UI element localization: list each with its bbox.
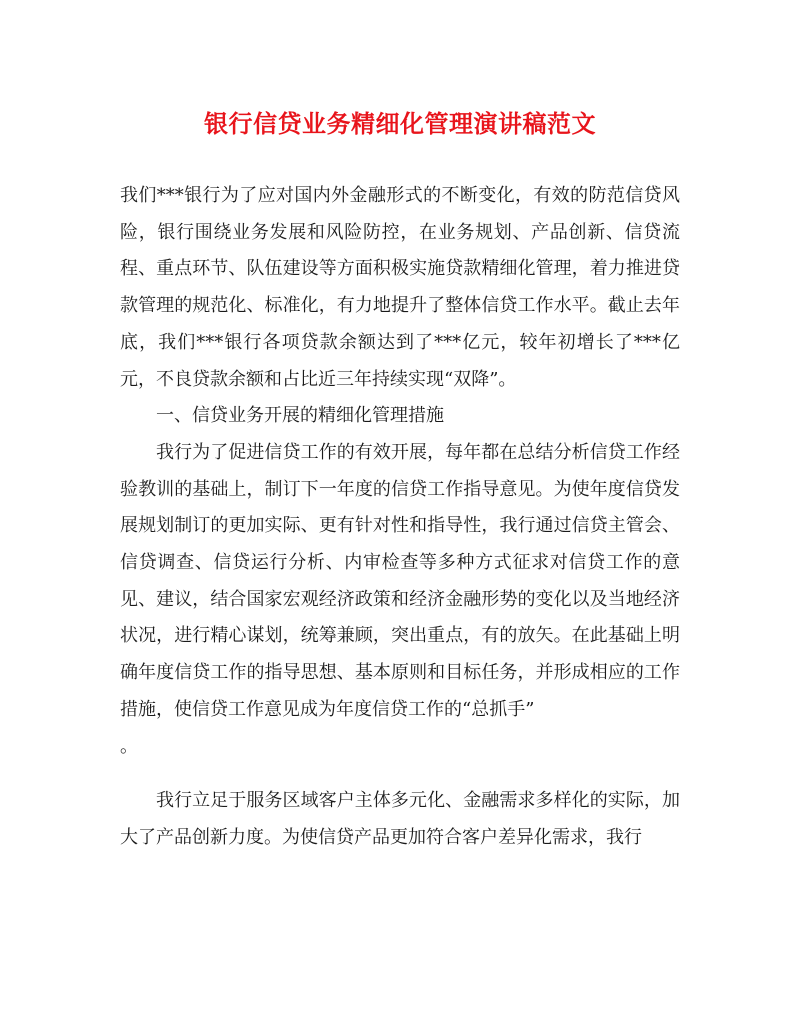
document-body (120, 178, 680, 857)
paragraph-period: 。 (120, 735, 138, 757)
section-heading: 一、信贷业务开展的精细化管理措施 (156, 405, 444, 427)
paragraph-annual-plan: 我行为了促进信贷工作的有效开展，每年都在总结分析信贷工作经验教训的基础上，制订下一年度的信贷工作指导意见。为使年度信贷发展规划制订的更加实际、更有针对性和指导性，我行通过信贷主管会、信贷调查、信贷运行分析、内审检查等多种方式征求对信贷工作的意见、建议，结合国家宏观经济政策和经济金融形势的变化以及当地经济状况，进行精心谋划，统筹兼顾，突出重点，有的放矢。在此基础上明确年度信贷工作的指导思想、基本原则和目标任务，并形成相应的工作措施，使信贷工作意见成为年度信贷工作的“总抓手” (120, 441, 680, 720)
paragraph-product-innovation: 我行立足于服务区域客户主体多元化、金融需求多样化的实际，加大了产品创新力度。为使信贷产品更加符合客户差异化需求，我行 (120, 790, 680, 848)
document-title: 银行信贷业务精细化管理演讲稿范文 (204, 109, 596, 138)
paragraph-intro: 我们***银行为了应对国内外金融形式的不断变化，有效的防范信贷风险，银行围绕业务发展和风险防控，在业务规划、产品创新、信贷流程、重点环节、队伍建设等方面积极实施贷款精细化管理，着力推进贷款管理的规范化、标准化，有力地提升了整体信贷工作水平。截止去年底，我们***银行各项贷款余额达到了***亿元，较年初增长了***亿元，不良贷款余额和占比近三年持续实现“双降”。 (120, 185, 680, 390)
